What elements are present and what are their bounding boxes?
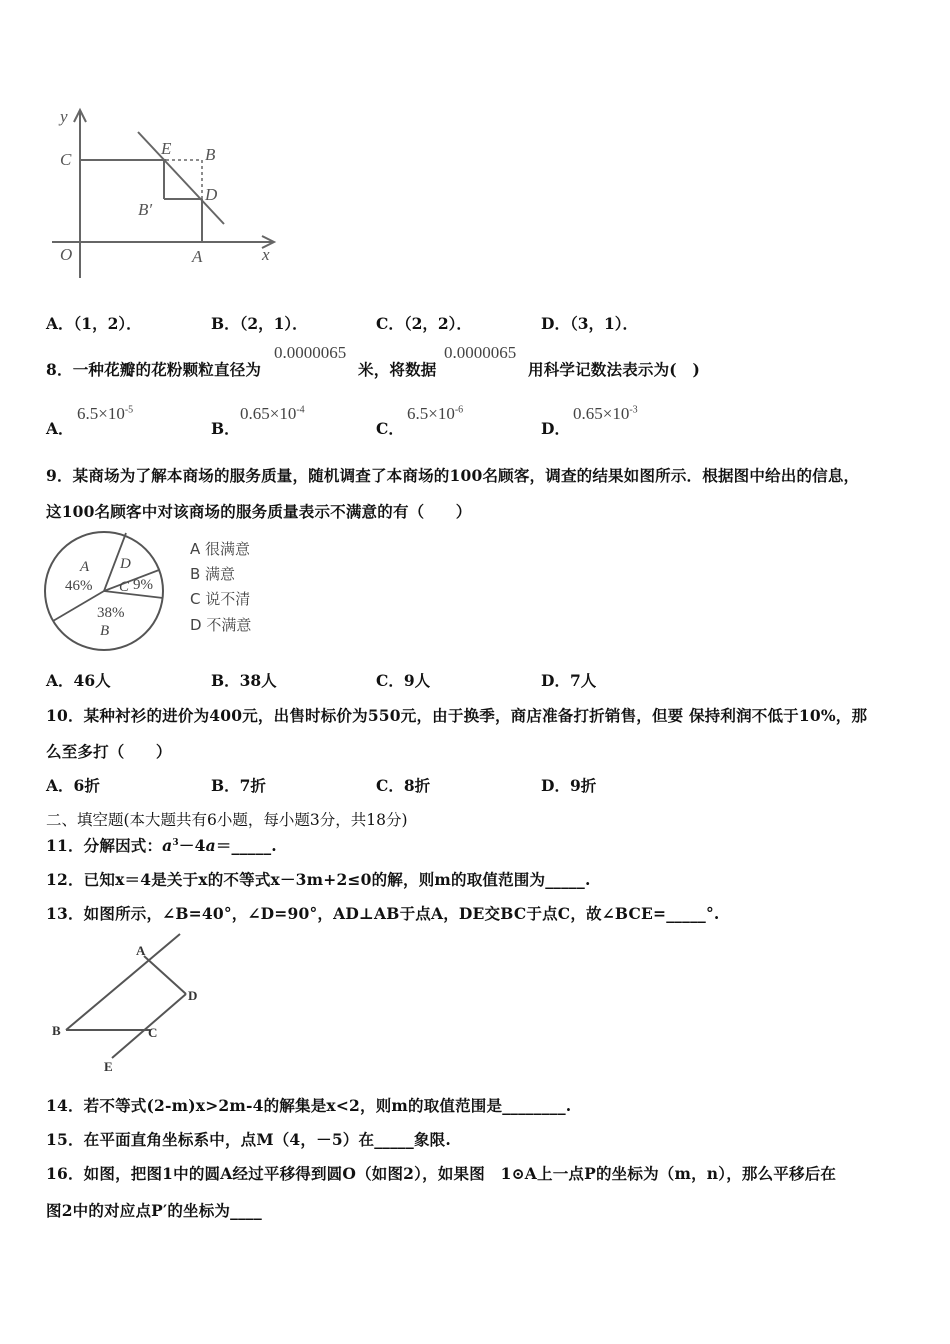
q7-option-c[interactable] bbox=[376, 312, 472, 334]
label-C: C bbox=[60, 150, 72, 169]
pie-label-C: C bbox=[119, 579, 130, 595]
fig13-label-E: E bbox=[104, 1059, 113, 1074]
q16-stem-line2: 图2中的对应点P′的坐标为____ bbox=[46, 1201, 262, 1220]
q8-part2: 米，将数据 bbox=[358, 360, 437, 379]
option-letter: D． bbox=[541, 671, 570, 690]
q11-stem bbox=[46, 834, 277, 856]
legend-item-b: B 满意 bbox=[190, 565, 236, 583]
option-text: 9折 bbox=[569, 776, 597, 795]
q8-stem bbox=[46, 358, 261, 380]
q8-option-c-letter[interactable]: C． bbox=[376, 419, 404, 438]
q9-option-d[interactable] bbox=[541, 669, 596, 691]
line-BA-extended bbox=[66, 934, 180, 1030]
pie-label-D: D bbox=[120, 556, 131, 572]
pie-pct-B: 38% bbox=[97, 605, 125, 621]
label-O: O bbox=[60, 245, 73, 264]
q8-option-a-letter[interactable]: A． bbox=[46, 419, 74, 438]
option-letter: B． bbox=[211, 671, 240, 690]
q8-option-b-letter[interactable]: B． bbox=[211, 419, 240, 438]
q7-option-b[interactable] bbox=[211, 312, 308, 334]
q11-suffix: ＝_____. bbox=[215, 836, 277, 855]
mantissa: 0.65×10 bbox=[573, 404, 630, 423]
q10-option-a[interactable] bbox=[46, 774, 100, 796]
q10-option-d[interactable] bbox=[541, 774, 596, 796]
mantissa: 6.5×10 bbox=[77, 404, 125, 423]
option-letter: B． bbox=[211, 776, 240, 795]
q11-prefix: 11．分解因式： bbox=[46, 836, 163, 855]
exponent: -5 bbox=[124, 404, 134, 416]
coordinate-figure bbox=[40, 100, 290, 280]
q11-exponent: 3 bbox=[172, 837, 179, 848]
q7-option-d[interactable] bbox=[541, 312, 638, 334]
q9-option-b[interactable] bbox=[211, 669, 277, 691]
option-letter: D． bbox=[541, 314, 570, 333]
fig13-label-D: D bbox=[188, 988, 198, 1003]
legend-item-c: C 说不清 bbox=[190, 590, 251, 608]
q8-value2: 0.0000065 bbox=[444, 343, 517, 362]
option-text: 6折 bbox=[73, 776, 100, 795]
q11-var-a: a bbox=[162, 836, 173, 855]
mantissa: 6.5×10 bbox=[407, 404, 455, 423]
option-letter: C． bbox=[376, 314, 404, 333]
exponent: -4 bbox=[296, 404, 305, 416]
q8-part1: 一种花瓣的花粉颗粒直径为 bbox=[72, 360, 262, 379]
pie-label-A: A bbox=[80, 559, 90, 575]
q8-option-d-value bbox=[573, 404, 638, 424]
label-B: B bbox=[205, 145, 216, 164]
option-text: （2，2）． bbox=[403, 314, 472, 333]
option-text: 7人 bbox=[569, 671, 597, 690]
q9-stem-line1: 9．某商场为了解本商场的服务质量，随机调查了本商场的100名顾客，调查的结果如图所示．根据图中给出的信息， bbox=[46, 466, 860, 485]
label-A: A bbox=[192, 247, 203, 266]
q8-option-c-value bbox=[407, 404, 463, 424]
pie-label-B: B bbox=[100, 623, 110, 639]
section-2-heading: 二、填空题(本大题共有6小题，每小题3分，共18分) bbox=[46, 811, 408, 829]
option-text: 46人 bbox=[73, 671, 111, 690]
option-letter: C． bbox=[376, 671, 404, 690]
q15-stem: 15．在平面直角坐标系中，点M（4，－5）在_____象限. bbox=[46, 1130, 451, 1149]
exponent: -3 bbox=[629, 404, 638, 416]
label-Bprime: B′ bbox=[138, 200, 153, 219]
option-text: （3，1）． bbox=[569, 314, 639, 333]
q8-value1: 0.0000065 bbox=[274, 343, 347, 362]
option-text: 38人 bbox=[239, 671, 277, 690]
q8-option-a-value bbox=[77, 404, 133, 424]
option-text: （2，1）． bbox=[239, 314, 308, 333]
option-letter: B． bbox=[211, 314, 240, 333]
geometry-figure-13 bbox=[40, 930, 220, 1075]
label-E: E bbox=[161, 139, 172, 158]
fig13-label-C: C bbox=[148, 1025, 158, 1040]
q16-stem-line1: 16．如图，把图1中的圆A经过平移得到圆O（如图2），如果图 1⊙A上一点P的坐标为（m，n），那么平移后在 bbox=[46, 1164, 837, 1183]
q9-option-c[interactable] bbox=[376, 669, 430, 691]
option-text: 7折 bbox=[239, 776, 266, 795]
option-text: （1，2）． bbox=[73, 314, 142, 333]
q8-number: 8． bbox=[46, 360, 73, 379]
q8-part3: 用科学记数法表示为( ) bbox=[528, 360, 701, 379]
q9-stem-line2: 这100名顾客中对该商场的服务质量表示不满意的有（ ） bbox=[46, 502, 472, 521]
mantissa: 0.65×10 bbox=[240, 404, 297, 423]
option-letter: A． bbox=[46, 776, 74, 795]
pie-pct-A: 46% bbox=[65, 578, 93, 594]
pie-pct-C: 9% bbox=[133, 577, 153, 593]
q12-stem: 12．已知x＝4是关于x的不等式x－3m+2≤0的解，则m的取值范围为_____. bbox=[46, 870, 591, 889]
option-letter: D． bbox=[541, 776, 570, 795]
q14-stem: 14．若不等式(2-m)x>2m-4的解集是x<2，则m的取值范围是________. bbox=[46, 1096, 572, 1115]
pie-chart-figure bbox=[40, 528, 280, 658]
segment-AD bbox=[144, 956, 186, 994]
exponent: -6 bbox=[454, 404, 464, 416]
q8-option-d-letter[interactable]: D． bbox=[541, 419, 570, 438]
q7-option-a[interactable] bbox=[46, 312, 142, 334]
fig13-label-B: B bbox=[52, 1023, 61, 1038]
q10-stem-line2: 么至多打（ ） bbox=[46, 742, 172, 761]
legend-item-d: D 不满意 bbox=[190, 616, 252, 634]
option-text: 8折 bbox=[403, 776, 431, 795]
option-letter: A． bbox=[46, 314, 74, 333]
q10-stem-line1: 10．某种衬衫的进价为400元，出售时标价为550元，由于换季，商店准备打折销售，但要 保持利润不低于10%，那 bbox=[46, 706, 868, 725]
q9-option-a[interactable] bbox=[46, 669, 111, 691]
q10-option-c[interactable] bbox=[376, 774, 430, 796]
option-letter: C． bbox=[376, 776, 404, 795]
q10-option-b[interactable] bbox=[211, 774, 266, 796]
option-letter: A． bbox=[46, 671, 74, 690]
q13-stem: 13．如图所示，∠B=40°，∠D=90°，AD⊥AB于点A，DE交BC于点C，故∠BCE=_____°. bbox=[46, 904, 720, 923]
label-y: y bbox=[60, 107, 68, 126]
label-D: D bbox=[205, 185, 218, 204]
q8-option-b-value bbox=[240, 404, 305, 424]
legend-item-a: A 很满意 bbox=[190, 540, 251, 558]
q11-mid: －4 bbox=[178, 836, 206, 855]
q11-var-a2: a bbox=[205, 836, 216, 855]
label-x: x bbox=[262, 245, 270, 264]
option-text: 9人 bbox=[403, 671, 431, 690]
fig13-label-A: A bbox=[136, 943, 146, 958]
